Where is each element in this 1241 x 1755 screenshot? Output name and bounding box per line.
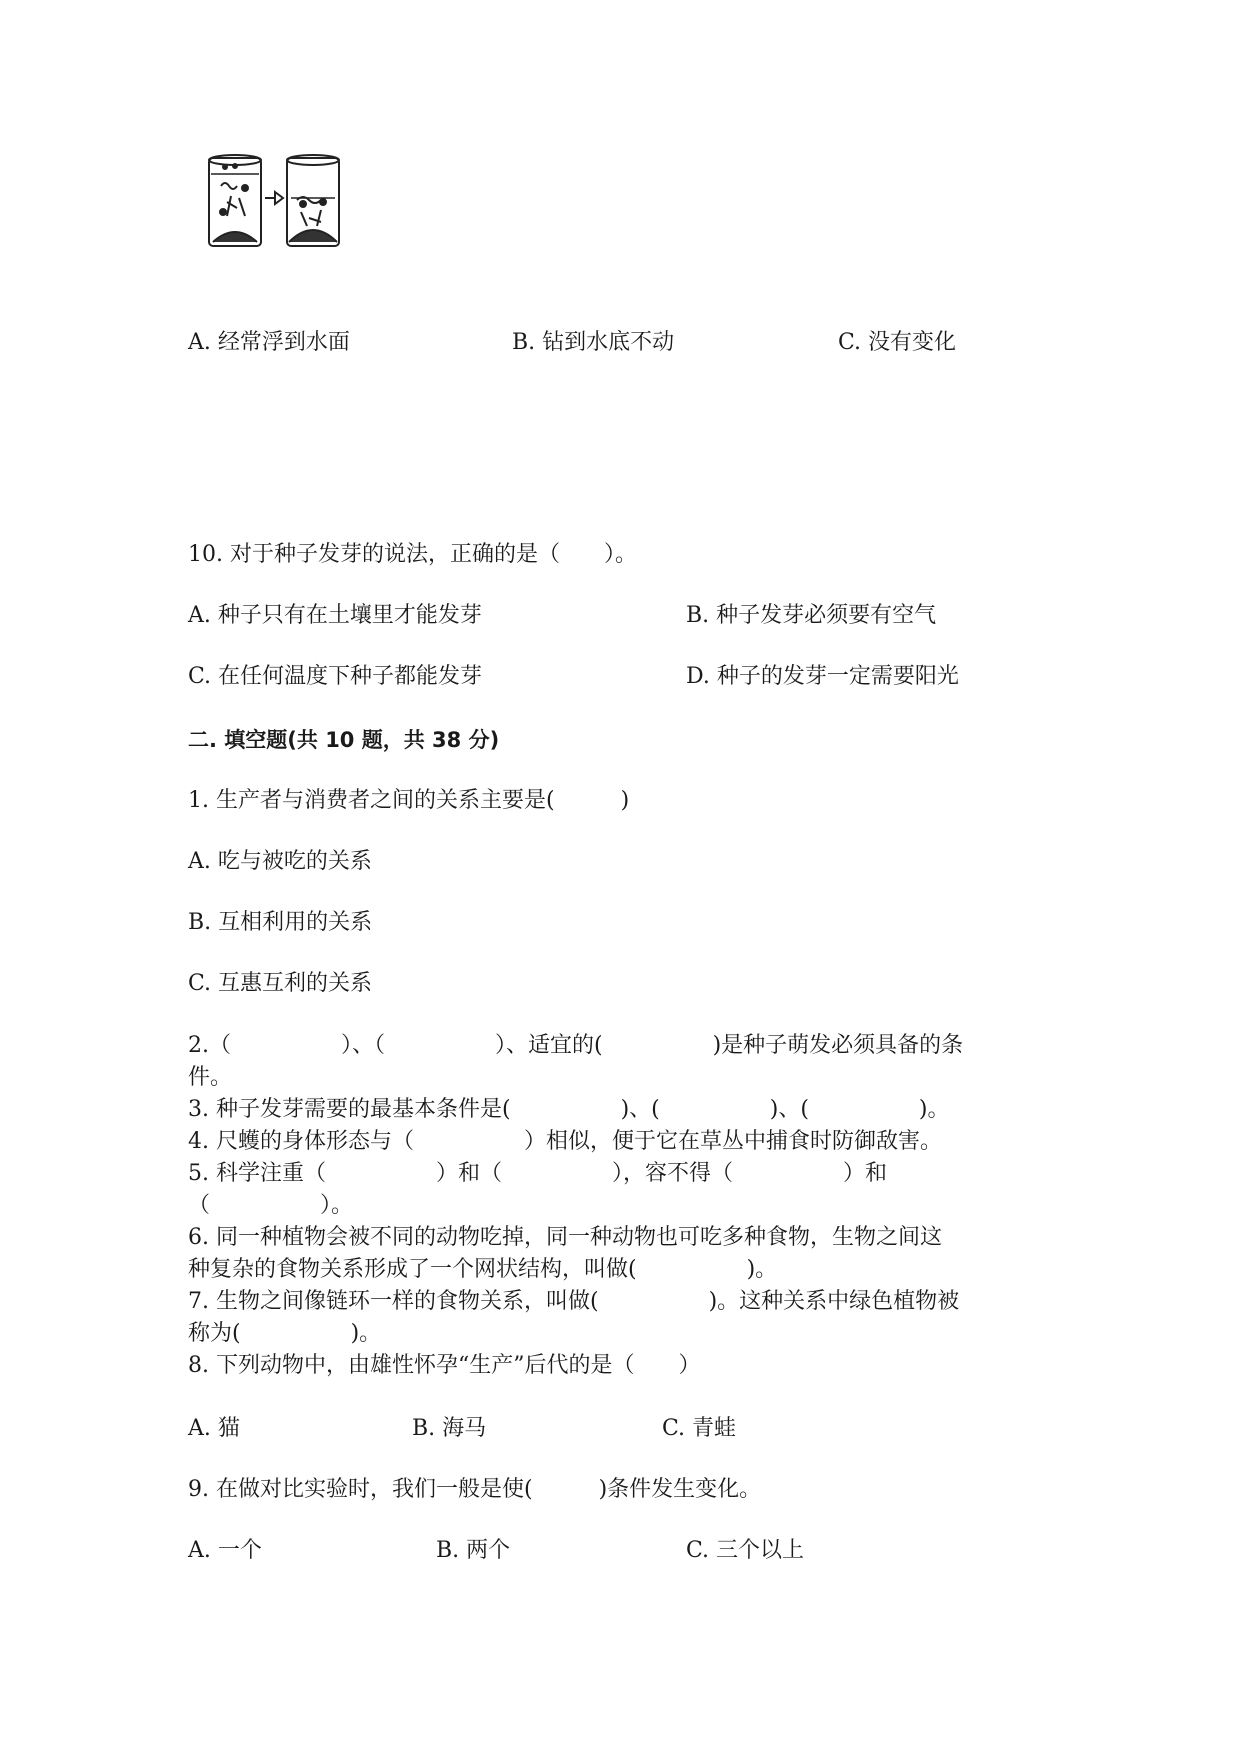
fill-7-line-2: 称为( )。 [188,1321,382,1346]
left-jar [209,155,261,246]
question-10-option-d: D. 种子的发芽一定需要阳光 [686,664,959,689]
fill-1-stem: 1. 生产者与消费者之间的关系主要是( ) [188,788,630,813]
fill-6-line-1: 6. 同一种植物会被不同的动物吃掉，同一种动物也可吃多种食物，生物之间这 [188,1225,942,1250]
fill-7-line-1: 7. 生物之间像链环一样的食物关系，叫做( )。这种关系中绿色植物被 [188,1289,960,1314]
fill-8-option-a: A. 猫 [188,1416,240,1441]
jar-illustration [205,152,355,252]
question-10-stem: 10. 对于种子发芽的说法，正确的是（ ）。 [188,542,637,567]
question-10-option-b: B. 种子发芽必须要有空气 [686,603,937,628]
option-c: C. 没有变化 [838,330,957,355]
fill-1-option-b: B. 互相利用的关系 [188,910,373,935]
fill-8-stem: 8. 下列动物中，由雄性怀孕“生产”后代的是（ ） [188,1353,701,1378]
option-b: B. 钻到水底不动 [512,330,675,355]
fill-1-option-c: C. 互惠互利的关系 [188,971,373,996]
fill-6-line-2: 种复杂的食物关系形成了一个网状结构，叫做( )。 [188,1257,778,1282]
question-10-option-a: A. 种子只有在土壤里才能发芽 [188,603,482,628]
fill-9-option-c: C. 三个以上 [686,1538,805,1563]
fill-9-stem: 9. 在做对比实验时，我们一般是使( )条件发生变化。 [188,1477,762,1502]
fill-4-line-1: 4. 尺蠖的身体形态与（ ）相似，便于它在草丛中捕食时防御敌害。 [188,1129,942,1154]
fill-9-option-a: A. 一个 [188,1538,262,1563]
option-a: A. 经常浮到水面 [188,330,350,355]
right-jar [287,155,339,246]
fill-1-option-a: A. 吃与被吃的关系 [188,849,372,874]
jar-experiment-figure [205,152,355,256]
fill-8-option-c: C. 青蛙 [662,1416,737,1441]
fill-8-option-b: B. 海马 [412,1416,487,1441]
fill-5-line-2: （ ）。 [188,1193,354,1218]
section-title: 二. 填空题(共 10 题，共 38 分) [188,728,500,752]
fill-5-line-1: 5. 科学注重（ ）和（ ），容不得（ ）和 [188,1161,887,1186]
fill-2-line-2: 件。 [188,1065,233,1090]
fill-2-line-1: 2.（ ）、（ ）、适宜的( )是种子萌发必须具备的条 [188,1033,964,1058]
fill-3-line-1: 3. 种子发芽需要的最基本条件是( )、( )、( )。 [188,1097,950,1122]
fill-9-option-b: B. 两个 [436,1538,511,1563]
arrow-right-icon [265,192,283,204]
question-10-option-c: C. 在任何温度下种子都能发芽 [188,664,483,689]
